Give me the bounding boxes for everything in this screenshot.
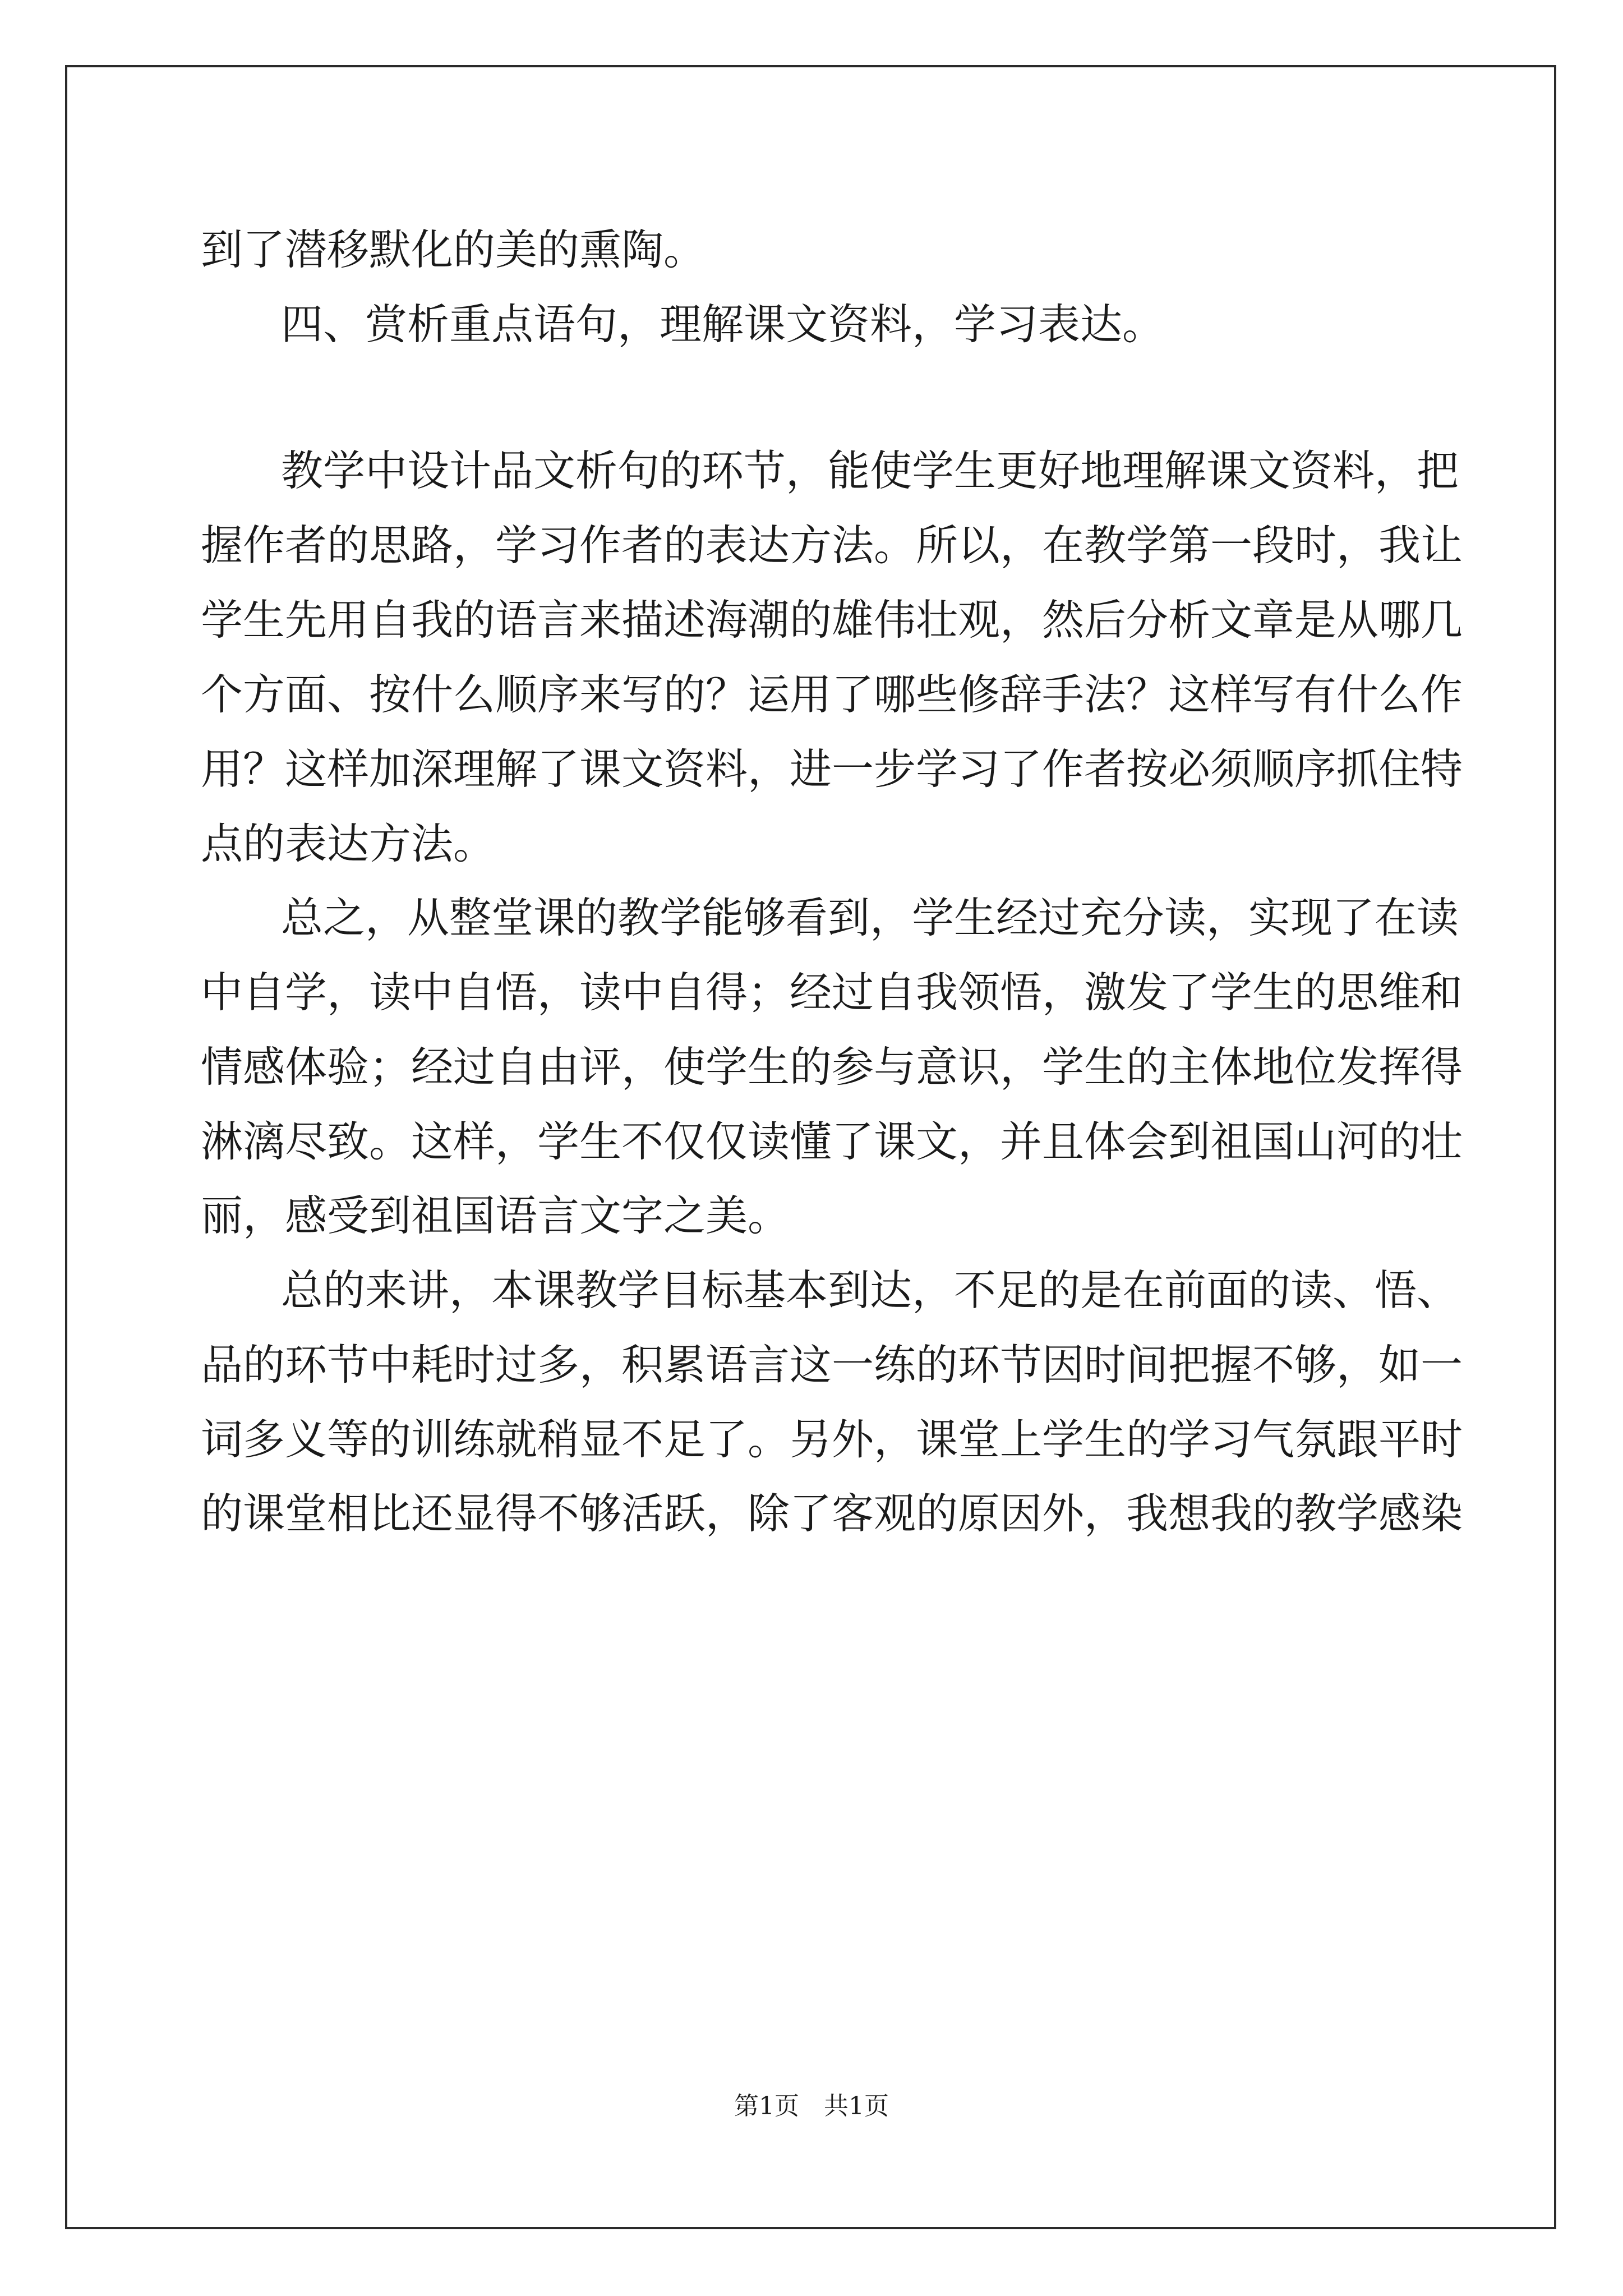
page-number-footer: 第1页 共1页: [734, 2092, 889, 2120]
text-line: 用？这样加深理解了课文资料，进一步学习了作者按必须顺序抓住特: [201, 744, 1463, 794]
text-line: 词多义等的训练就稍显不足了。另外，课堂上学生的学习气氛跟平时: [201, 1415, 1463, 1464]
text-line: 点的表达方法。: [201, 819, 496, 868]
text-line: 握作者的思路，学习作者的表达方法。所以，在教学第一段时，我让: [201, 521, 1463, 570]
text-line: 学生先用自我的语言来描述海潮的雄伟壮观，然后分析文章是从哪几: [201, 595, 1463, 645]
section-heading: 四、赏析重点语句，理解课文资料，学习表达。: [281, 300, 1165, 349]
text-line: 的课堂相比还显得不够活跃，除了客观的原因外，我想我的教学感染: [201, 1489, 1463, 1538]
text-line: 个方面、按什么顺序来写的？运用了哪些修辞手法？这样写有什么作: [201, 670, 1463, 719]
text-line: 总的来讲，本课教学目标基本到达，不足的是在前面的读、悟、: [281, 1266, 1459, 1315]
text-line: 淋漓尽致。这样，学生不仅仅读懂了课文，并且体会到祖国山河的壮: [201, 1117, 1463, 1166]
text-line: 情感体验；经过自由评，使学生的参与意识，学生的主体地位发挥得: [201, 1042, 1463, 1092]
text-line: 教学中设计品文析句的环节，能使学生更好地理解课文资料，把: [281, 446, 1459, 495]
text-line: 丽，感受到祖国语言文字之美。: [201, 1191, 790, 1240]
text-line: 到了潜移默化的美的熏陶。: [201, 225, 706, 274]
text-line: 中自学，读中自悟，读中自得；经过自我领悟，激发了学生的思维和: [201, 968, 1463, 1017]
text-line: 总之，从整堂课的教学能够看到，学生经过充分读，实现了在读: [281, 893, 1459, 942]
text-line: 品的环节中耗时过多，积累语言这一练的环节因时间把握不够，如一: [201, 1340, 1463, 1389]
